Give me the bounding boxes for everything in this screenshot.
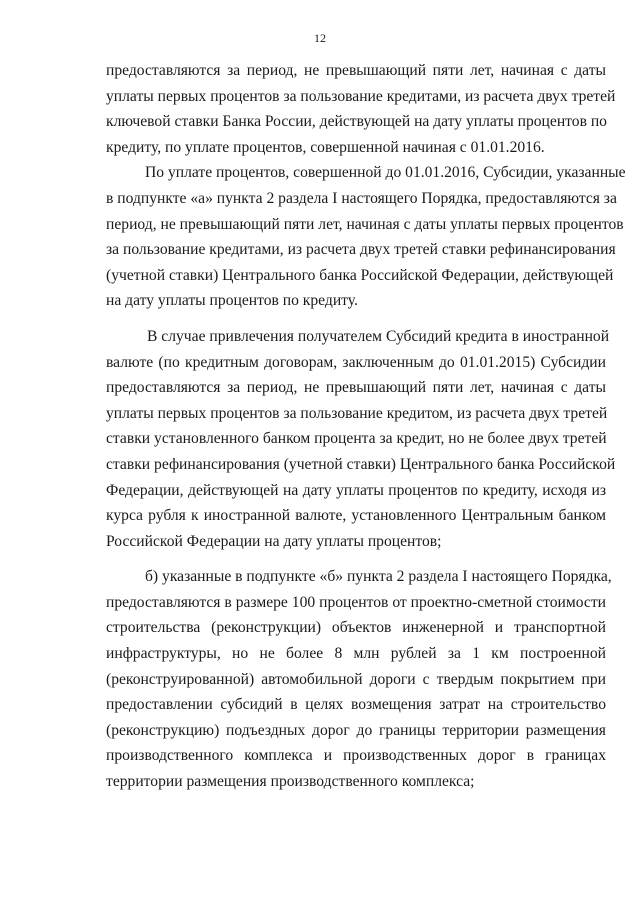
document-body — [106, 58, 626, 795]
text-line: Федерации, действующей на дату уплаты процентов по кредиту, исходя из — [106, 481, 606, 499]
text-line: курса рубля к иностранной валюте, установленного Центральным банком — [106, 507, 606, 525]
text-line: В случае привлечения получателем Субсидий кредита в иностранной — [147, 327, 610, 345]
text-line: кредиту, по уплате процентов, совершенной начиная с 01.01.2016. — [106, 138, 545, 156]
text-line: По уплате процентов, совершенной до 01.01.2016, Субсидии, указанные — [145, 164, 626, 182]
text-line: в подпункте «а» пункта 2 раздела I настоящего Порядка, предоставляются за — [106, 189, 617, 207]
text-line: период, не превышающий пяти лет, начиная с даты уплаты первых процентов — [106, 215, 624, 233]
text-line: предоставляются за период, не превышающий пяти лет, начиная с даты — [106, 62, 606, 79]
paragraph-gap — [106, 554, 606, 564]
text-line: ставки рефинансирования (учетной ставки) Центрального банка Российской — [106, 455, 616, 473]
text-line: б) указанные в подпункте «б» пункта 2 раздела I настоящего Порядка, — [145, 568, 612, 586]
text-line: территории размещения производственного комплекса; — [106, 773, 475, 791]
text-line: (реконструкцию) подъездных дорог до границы территории размещения — [106, 721, 606, 739]
text-line: предоставляются за период, не превышающий пяти лет, начиная с даты — [106, 379, 606, 397]
page-number: 12 — [314, 31, 326, 45]
paragraph-3 — [106, 324, 616, 554]
text-line: строительства (реконструкции) объектов инженерной и транспортной — [106, 619, 606, 637]
text-line: (реконструированной) автомобильной дороги с твердым покрытием при — [106, 670, 606, 688]
text-line: валюте (по кредитным договорам, заключенным до 01.01.2015) Субсидии — [106, 353, 606, 371]
text-line: ставки установленного банком процента за кредит, но не более двух третей — [106, 430, 607, 448]
text-line: (учетной ставки) Центрального банка Российской Федерации, действующей — [106, 266, 614, 284]
paragraph-4 — [106, 564, 612, 794]
text-line: Российской Федерации на дату уплаты процентов; — [106, 532, 442, 550]
text-line: уплаты первых процентов за пользование кредитами, из расчета двух третей — [106, 87, 616, 105]
text-line: предоставлении субсидий в целях возмещения затрат на строительство — [106, 696, 606, 714]
text-line: инфраструктуры, но не более 8 млн рублей за 1 км построенной — [106, 645, 606, 663]
text-line: предоставляются в размере 100 процентов от проектно-сметной стоимости — [106, 593, 606, 611]
paragraph-1 — [106, 58, 616, 160]
text-line: на дату уплаты процентов по кредиту. — [106, 292, 358, 310]
paragraph-gap — [106, 314, 606, 324]
text-line: ключевой ставки Банка России, действующей на дату уплаты процентов по — [106, 113, 607, 131]
text-line: уплаты первых процентов за пользование кредитом, из расчета двух третей — [106, 404, 608, 422]
text-line: за пользование кредитами, из расчета двух третей ставки рефинансирования — [106, 241, 616, 259]
text-line: производственного комплекса и производственных дорог в границах — [106, 747, 606, 765]
paragraph-2 — [106, 160, 626, 314]
